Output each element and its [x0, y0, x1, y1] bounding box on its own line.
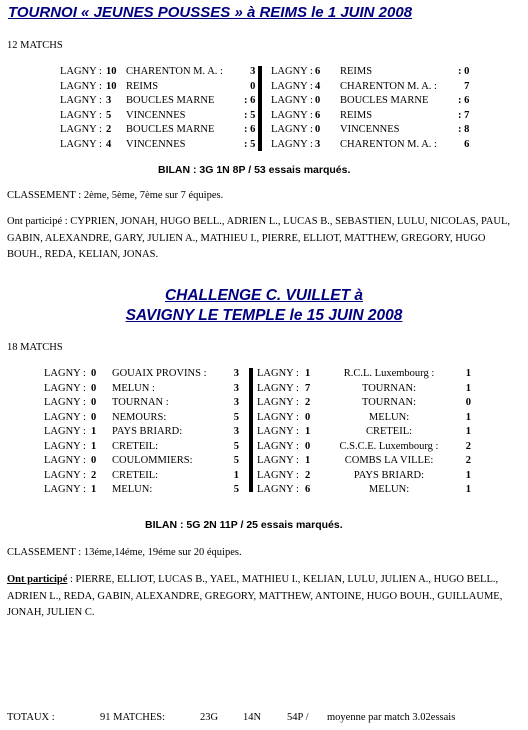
team-name: LAGNY : [271, 66, 313, 77]
team-name: LAGNY : [271, 138, 313, 150]
opponent-score: : 7 [458, 109, 470, 121]
team-name: LAGNY : [60, 138, 102, 150]
results-divider [258, 66, 262, 151]
tournament-2-title-line-2: SAVIGNY LE TEMPLE le 15 JUIN 2008 [125, 307, 403, 324]
opponent-name: TOURNAN : [112, 397, 169, 408]
tournament-2-classement: CLASSEMENT : 13éme,14éme, 19éme sur 20 équipes. [7, 547, 242, 558]
match-row [44, 411, 239, 426]
team-score: 6 [315, 66, 321, 77]
opponent-score: : 6 [244, 124, 256, 135]
team-score: 2 [91, 469, 97, 481]
match-row [257, 396, 471, 411]
totals-wins: 23G [200, 712, 219, 723]
match-row [60, 123, 255, 138]
team-score: 0 [91, 455, 97, 466]
team-score: 5 [106, 109, 112, 121]
opponent-score: 3 [233, 368, 239, 379]
team-name: LAGNY : [44, 455, 86, 466]
opponent-name: COULOMMIERS: [112, 455, 193, 466]
match-row [271, 123, 469, 138]
team-score: 1 [91, 484, 97, 495]
tournament-1-title: TOURNOI « JEUNES POUSSES » à REIMS le 1 JUIN 2008 [8, 4, 413, 21]
match-row [44, 454, 239, 469]
tournament-1-results-right [271, 65, 469, 152]
team-name: LAGNY : [257, 368, 299, 379]
team-score: 0 [315, 95, 321, 106]
opponent-score: 1 [465, 382, 471, 394]
match-row [44, 367, 239, 382]
opponent-score: : 6 [244, 95, 256, 106]
match-row [44, 382, 239, 397]
tournament-1-match-count: 12 MATCHS [7, 40, 63, 51]
opponent-name: R.C.L. Luxembourg : [343, 368, 435, 379]
opponent-score: 1 [465, 426, 471, 437]
team-score: 0 [305, 411, 311, 423]
team-name: LAGNY : [60, 109, 102, 121]
tournament-2-results-right [257, 367, 471, 498]
match-row [271, 138, 469, 153]
opponent-score: 5 [233, 440, 239, 452]
tournament-1-classement: CLASSEMENT : 2ème, 5ème, 7ème sur 7 équipes. [7, 190, 224, 201]
opponent-name: GOUAIX PROVINS : [112, 368, 207, 379]
team-score: 2 [106, 124, 112, 135]
opponent-name: BOUCLES MARNE [126, 95, 215, 106]
opponent-name: BOUCLES MARNE [340, 95, 429, 106]
team-score: 0 [91, 411, 97, 423]
team-score: 0 [315, 124, 321, 135]
team-score: 1 [305, 426, 311, 437]
match-row [44, 396, 239, 411]
totals-draws: 14N [243, 712, 262, 723]
team-score: 4 [106, 138, 112, 150]
match-row [257, 440, 471, 455]
match-row [60, 65, 255, 80]
opponent-name: TOURNAN: [361, 397, 417, 408]
team-name: LAGNY : [257, 397, 299, 408]
opponent-score: 3 [233, 382, 239, 394]
team-score: 6 [305, 484, 311, 495]
match-row [271, 65, 469, 80]
match-row [257, 367, 471, 382]
participants-label: Ont participé [7, 574, 68, 585]
opponent-name: REIMS [126, 80, 159, 92]
team-name: LAGNY : [44, 368, 86, 379]
opponent-score: 2 [465, 455, 471, 466]
tournament-1-bilan: BILAN : 3G 1N 8P / 53 essais marqués. [158, 164, 351, 176]
opponent-name: VINCENNES [340, 124, 400, 135]
totals-losses: 54P / [287, 712, 309, 723]
opponent-score: : 8 [458, 124, 470, 135]
match-row [44, 440, 239, 455]
match-row [257, 454, 471, 469]
match-row [60, 80, 255, 95]
team-name: LAGNY : [44, 469, 86, 481]
team-name: LAGNY : [60, 66, 102, 77]
opponent-score: 3 [233, 426, 239, 437]
tournament-2-participants [7, 572, 522, 622]
team-name: LAGNY : [44, 411, 86, 423]
match-row [257, 483, 471, 498]
opponent-name: CHARENTON M. A. : [340, 138, 437, 150]
opponent-name: C.S.C.E. Luxembourg : [339, 440, 439, 452]
team-name: LAGNY : [257, 469, 299, 481]
opponent-name: CHARENTON M. A. : [126, 66, 223, 77]
totals-matches: 91 MATCHES: [100, 712, 166, 723]
match-row [257, 425, 471, 440]
match-row [257, 382, 471, 397]
opponent-name: TOURNAN: [361, 382, 417, 394]
opponent-name: MELUN: [368, 484, 410, 495]
match-row [271, 94, 469, 109]
opponent-score: 3 [250, 66, 256, 77]
opponent-score: 7 [464, 80, 470, 92]
totals-average: moyenne par match 3.02essais [327, 712, 456, 723]
tournament-2-title-line-1: CHALLENGE C. VUILLET à [164, 287, 364, 304]
team-name: LAGNY : [44, 426, 86, 437]
team-score: 3 [315, 138, 321, 150]
opponent-name: MELUN : [112, 382, 155, 394]
team-name: LAGNY : [271, 80, 313, 92]
team-name: LAGNY : [44, 440, 86, 452]
totals-label: TOTAUX : [7, 712, 55, 723]
opponent-score: 1 [465, 368, 471, 379]
team-score: 10 [106, 80, 117, 92]
match-row [257, 469, 471, 484]
team-score: 0 [91, 382, 97, 394]
opponent-name: REIMS [340, 109, 373, 121]
opponent-score: : 6 [458, 95, 470, 106]
opponent-score: 0 [465, 397, 471, 408]
match-row [60, 109, 255, 124]
match-row [44, 469, 239, 484]
team-score: 0 [305, 440, 311, 452]
opponent-score: 1 [465, 469, 471, 481]
team-name: LAGNY : [257, 426, 299, 437]
opponent-score: 6 [464, 138, 470, 150]
team-score: 7 [305, 382, 311, 394]
opponent-score: 2 [465, 440, 471, 452]
opponent-name: PAYS BRIARD: [353, 469, 425, 481]
team-score: 2 [305, 397, 311, 408]
match-row [271, 109, 469, 124]
team-name: LAGNY : [60, 80, 102, 92]
opponent-score: 1 [465, 411, 471, 423]
team-name: LAGNY : [257, 484, 299, 495]
team-score: 0 [91, 368, 97, 379]
match-row [257, 411, 471, 426]
team-score: 3 [106, 95, 112, 106]
match-row [60, 94, 255, 109]
opponent-score: 5 [233, 455, 239, 466]
match-row [44, 425, 239, 440]
team-name: LAGNY : [271, 95, 313, 106]
team-score: 1 [305, 368, 311, 379]
team-name: LAGNY : [44, 397, 86, 408]
opponent-name: CRETEIL: [112, 469, 159, 481]
opponent-name: MELUN: [112, 484, 153, 495]
opponent-name: CRETEIL: [365, 426, 413, 437]
tournament-2-results-left [44, 367, 239, 498]
results-divider [249, 368, 253, 492]
opponent-name: COMBS LA VILLE: [344, 455, 434, 466]
opponent-name: PAYS BRIARD: [112, 426, 183, 437]
opponent-score: 5 [233, 484, 239, 495]
opponent-score: 1 [465, 484, 471, 495]
team-name: LAGNY : [44, 484, 86, 495]
participants-list: : PIERRE, ELLIOT, LUCAS B., YAEL, MATHIEU I., KELIAN, LULU, JULIEN A., HUGO BELL., ADRIEN L., REDA, GABIN, ALEXANDRE, GREGORY, MATTHEW, ANTOINE, HUGO BOUH., GUILLAUME, JONAH, JULIEN C. [7, 574, 503, 618]
team-name: LAGNY : [60, 95, 102, 106]
tournament-2-match-count: 18 MATCHS [7, 342, 63, 353]
match-row [44, 483, 239, 498]
opponent-name: CRETEIL: [112, 440, 159, 452]
tournament-2-bilan: BILAN : 5G 2N 11P / 25 essais marqués. [145, 519, 343, 531]
match-row [271, 80, 469, 95]
team-score: 10 [106, 66, 117, 77]
team-score: 1 [91, 440, 97, 452]
team-name: LAGNY : [257, 411, 299, 423]
team-name: LAGNY : [60, 124, 102, 135]
team-name: LAGNY : [271, 109, 313, 121]
team-score: 0 [91, 397, 97, 408]
team-name: LAGNY : [44, 382, 86, 394]
opponent-name: NEMOURS: [112, 411, 167, 423]
opponent-name: MELUN: [368, 411, 410, 423]
opponent-score: 5 [233, 411, 239, 423]
team-name: LAGNY : [257, 455, 299, 466]
match-row [60, 138, 255, 153]
opponent-name: CHARENTON M. A. : [340, 80, 437, 92]
opponent-score: 0 [250, 80, 256, 92]
opponent-score: : 5 [244, 138, 256, 150]
team-name: LAGNY : [271, 124, 313, 135]
team-name: LAGNY : [257, 440, 299, 452]
team-score: 4 [315, 80, 321, 92]
opponent-name: BOUCLES MARNE [126, 124, 215, 135]
team-score: 6 [315, 109, 321, 121]
opponent-name: VINCENNES [126, 138, 186, 150]
tournament-1-results-left [60, 65, 255, 152]
opponent-score: 1 [233, 469, 239, 481]
team-score: 1 [91, 426, 97, 437]
opponent-score: : 0 [458, 66, 470, 77]
tournament-1-participants: Ont participé : CYPRIEN, JONAH, HUGO BELL., ADRIEN L., LUCAS B., SEBASTIEN, LULU, NICOLAS, PAUL, GABIN, ALEXANDRE, GARY, JULIEN A., MATHIEU I., PIERRE, ELLIOT, MATTHEW, GREGORY, HUGO BOUH., REDA, KELIAN, JONAS. [7, 216, 511, 260]
opponent-name: VINCENNES [126, 109, 186, 121]
opponent-score: : 5 [244, 109, 256, 121]
team-name: LAGNY : [257, 382, 299, 394]
opponent-score: 3 [233, 397, 239, 408]
team-score: 1 [305, 455, 311, 466]
opponent-name: REIMS [340, 66, 373, 77]
team-score: 2 [305, 469, 311, 481]
